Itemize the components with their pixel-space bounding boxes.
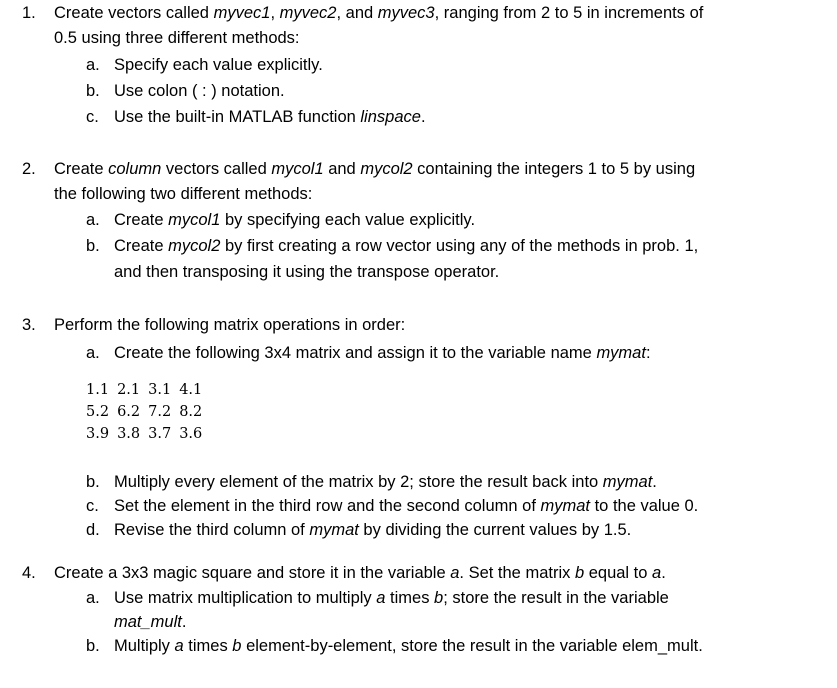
problem-number: 1.: [22, 4, 36, 22]
italic-term: mymat: [309, 521, 359, 539]
part-label: a.: [86, 56, 100, 74]
problem-text: Create vectors called myvec1, myvec2, and myvec3, ranging from 2 to 5 in increments of: [54, 4, 704, 22]
part-label: a.: [86, 589, 100, 607]
matrix-cell: 1.1: [86, 382, 110, 398]
problem-text: 0.5 using three different methods:: [54, 29, 300, 47]
italic-term: mymat: [540, 497, 591, 515]
part-text: mat_mult.: [114, 613, 187, 631]
italic-term: b: [232, 637, 242, 655]
matrix-cell: 3.1: [148, 382, 172, 398]
italic-term: column: [108, 160, 162, 178]
part-text: Revise the third column of mymat by dividing the current values by 1.5.: [114, 521, 632, 539]
part-text: Use matrix multiplication to multiply a times b; store the result in the variable: [114, 589, 669, 607]
part-text: Use colon ( : ) notation.: [114, 82, 285, 100]
matrix-cell: 6.2: [117, 404, 141, 420]
part-text: Set the element in the third row and the second column of mymat to the value 0.: [114, 497, 699, 515]
part-label: b.: [86, 473, 100, 491]
italic-term: mycol1: [271, 160, 324, 178]
italic-term: myvec1: [213, 4, 271, 22]
part-text: Multiply every element of the matrix by 2; store the result back into mymat.: [114, 473, 657, 491]
matrix-row: [86, 423, 202, 445]
part-text: and then transposing it using the transpose operator.: [114, 263, 500, 281]
matrix-cell: 7.2: [148, 404, 172, 420]
part-text: Create mycol2 by first creating a row vector using any of the methods in prob. 1,: [114, 237, 699, 255]
italic-term: a: [376, 589, 386, 607]
italic-term: linspace: [360, 108, 421, 126]
part-text: Use the built-in MATLAB function linspace.: [114, 108, 426, 126]
part-text: Multiply a times b element-by-element, store the result in the variable elem_mult.: [114, 637, 703, 655]
matrix-cell: 2.1: [117, 382, 141, 398]
matrix-cell: 3.9: [86, 426, 110, 442]
problem-number: 3.: [22, 316, 36, 334]
italic-term: a: [174, 637, 184, 655]
italic-term: mycol2: [360, 160, 413, 178]
matrix-cell: 8.2: [179, 404, 203, 420]
part-label: c.: [86, 497, 99, 515]
italic-term: a: [450, 564, 460, 582]
problem-number: 2.: [22, 160, 36, 178]
matrix-cell: 3.8: [117, 426, 141, 442]
italic-term: myvec2: [279, 4, 337, 22]
part-text: Create the following 3x4 matrix and assign it to the variable name mymat:: [114, 344, 651, 362]
italic-term: mymat: [602, 473, 653, 491]
matrix-cell: 4.1: [179, 382, 203, 398]
matrix-cell: 3.7: [148, 426, 172, 442]
matrix-row: [86, 401, 202, 423]
italic-term: myvec3: [377, 4, 435, 22]
italic-term: b: [574, 564, 585, 582]
italic-term: b: [434, 589, 444, 607]
matrix-cell: 3.6: [179, 426, 203, 442]
part-label: a.: [86, 344, 100, 362]
italic-term: mymat: [596, 344, 646, 362]
part-label: d.: [86, 521, 100, 539]
problem-text: the following two different methods:: [54, 185, 313, 203]
italic-term: mat_mult: [114, 613, 182, 631]
problem-number: 4.: [22, 564, 36, 582]
part-label: a.: [86, 211, 100, 229]
part-label: c.: [86, 108, 99, 126]
italic-term: mycol1: [168, 211, 221, 229]
matrix-row: [86, 379, 202, 401]
italic-term: a: [652, 564, 662, 582]
part-label: b.: [86, 637, 100, 655]
problem-text: Create a 3x3 magic square and store it in the variable a. Set the matrix b equal to a.: [54, 564, 666, 582]
matrix-cell: 5.2: [86, 404, 110, 420]
italic-term: mycol2: [168, 237, 221, 255]
part-label: b.: [86, 237, 100, 255]
problem-text: Perform the following matrix operations in order:: [54, 316, 406, 334]
part-label: b.: [86, 82, 100, 100]
problem-text: Create column vectors called mycol1 and mycol2 containing the integers 1 to 5 by using: [54, 160, 696, 178]
part-text: Create mycol1 by specifying each value explicitly.: [114, 211, 476, 229]
matrix-values: [86, 379, 202, 445]
part-text: Specify each value explicitly.: [114, 56, 323, 74]
